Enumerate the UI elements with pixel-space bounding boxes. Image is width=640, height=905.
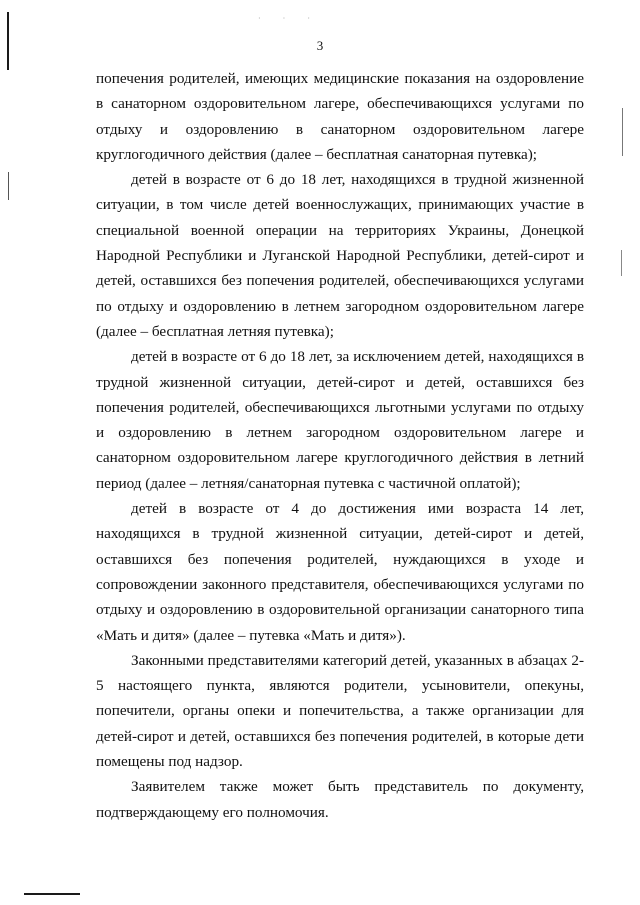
paragraph-legal-representatives: Законными представителями категорий детей, указанных в абзацах 2-5 настоящего пункта, являются родители, усыновители, опекуны, попечители, органы опеки и попечительства, а также организации для детей-сирот и детей, оставшихся без попечения родителей, в которые дети помещены под надзор. [96,651,584,771]
scan-mark-right-top [622,108,623,156]
scan-mark-left-middle [8,172,9,200]
scan-mark-bottom [24,893,80,895]
document-body [96,66,584,825]
paragraph-applicant: Заявителем также может быть представитель по документу, подтверждающему его полномочия. [96,778,584,821]
paragraph-free-summer-voucher: детей в возрасте от 6 до 18 лет, находящихся в трудной жизненной ситуации, в том числе детей военнослужащих, принимающих участие в специальной военной операции на территориях Украины, Донецкой Народной Республики и Луганской Народной Республики, детей-сирот и детей, оставшихся без попечения родителей, обеспечивающихся услугами по отдыху и оздоровлению в летнем загородном оздоровительном лагере (далее – бесплатная летняя путевка); [96,171,584,340]
paragraph-partial-payment-voucher: детей в возрасте от 6 до 18 лет, за исключением детей, находящихся в трудной жизненной ситуации, детей-сирот и детей, оставшихся без попечения родителей, обеспечивающихся льготными услугами по отдыху и оздоровлению в летнем загородном оздоровительном лагере и санаторном оздоровительном лагере круглогодичного действия в летний период (далее – летняя/санаторная путевка с частичной оплатой); [96,348,584,492]
scan-dots: · · · [258,14,320,23]
page-number: 3 [316,38,324,53]
paragraph-continuation: попечения родителей, имеющих медицинские показания на оздоровление в санаторном оздоровительном лагере, обеспечивающихся услугами по отдыху и оздоровлению в санаторном оздоровительном лагере круглогодичного действия (далее – бесплатная санаторная путевка); [96,70,584,163]
paragraph-mother-and-child-voucher: детей в возрасте от 4 до достижения ими возраста 14 лет, находящихся в трудной жизненной ситуации, детей-сирот и детей, оставшихся без попечения родителей, нуждающихся в уходе и сопровождении законного представителя, обеспечивающихся услугами по отдыху и оздоровлению в оздоровительной организации санаторного типа «Мать и дитя» (далее – путевка «Мать и дитя»). [96,500,584,644]
scan-mark-right-middle [621,250,622,276]
